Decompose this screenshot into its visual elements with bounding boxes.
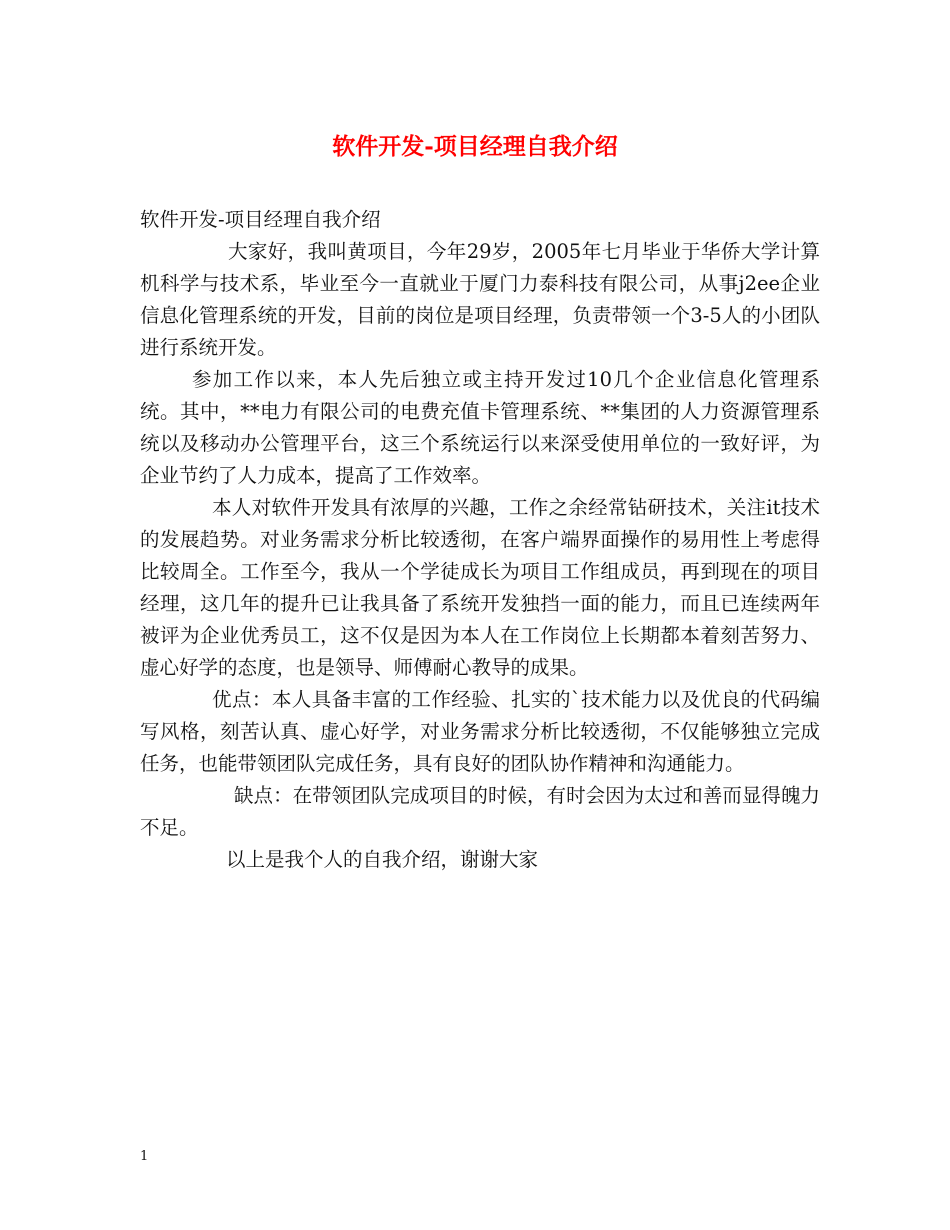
- weakness-paragraph: 缺点：在带领团队完成项目的时候，有时会因为太过和善而显得魄力不足。: [140, 784, 820, 839]
- strengths-paragraph: 优点：本人具备丰富的工作经验、扎实的`技术能力以及优良的代码编写风格，刻苦认真、虚心好学，对业务需求分析比较透彻，不仅能够独立完成任务，也能带领团队完成任务，具有良好的团队协作精神和沟通能力。: [140, 688, 820, 775]
- work-experience-paragraph: 参加工作以来，本人先后独立或主持开发过10几个企业信息化管理系统。其中，**电力有限公司的电费充值卡管理系统、**集团的人力资源管理系统以及移动办公管理平台，这三个系统运行以来深受使用单位的一致好评，为企业节约了人力成本，提高了工作效率。: [140, 368, 820, 487]
- interest-paragraph: 本人对软件开发具有浓厚的兴趣，工作之余经常钻研技术，关注it技术的发展趋势。对业务需求分析比较透彻，在客户端界面操作的易用性上考虑得比较周全。工作至今，我从一个学徒成长为项目工作组成员，再到现在的项目经理，这几年的提升已让我具备了系统开发独挡一面的能力，而且已连续两年被评为企业优秀员工，这不仅是因为本人在工作岗位上长期都本着刻苦努力、虚心好学的态度，也是领导、师傅耐心教导的成果。: [140, 496, 820, 679]
- page-number: 1: [140, 1149, 149, 1164]
- document-title: 软件开发-项目经理自我介绍: [332, 133, 618, 160]
- document-body: [140, 204, 820, 876]
- closing-paragraph: 以上是我个人的自我介绍，谢谢大家: [226, 848, 539, 871]
- subtitle-paragraph: 软件开发-项目经理自我介绍: [140, 208, 381, 231]
- intro-paragraph: 大家好，我叫黄项目，今年29岁，2005年七月毕业于华侨大学计算机科学与技术系，毕业至今一直就业于厦门力泰科技有限公司，从事j2ee企业信息化管理系统的开发，目前的岗位是项目经理，负责带领一个3-5人的小团队进行系统开发。: [140, 240, 820, 359]
